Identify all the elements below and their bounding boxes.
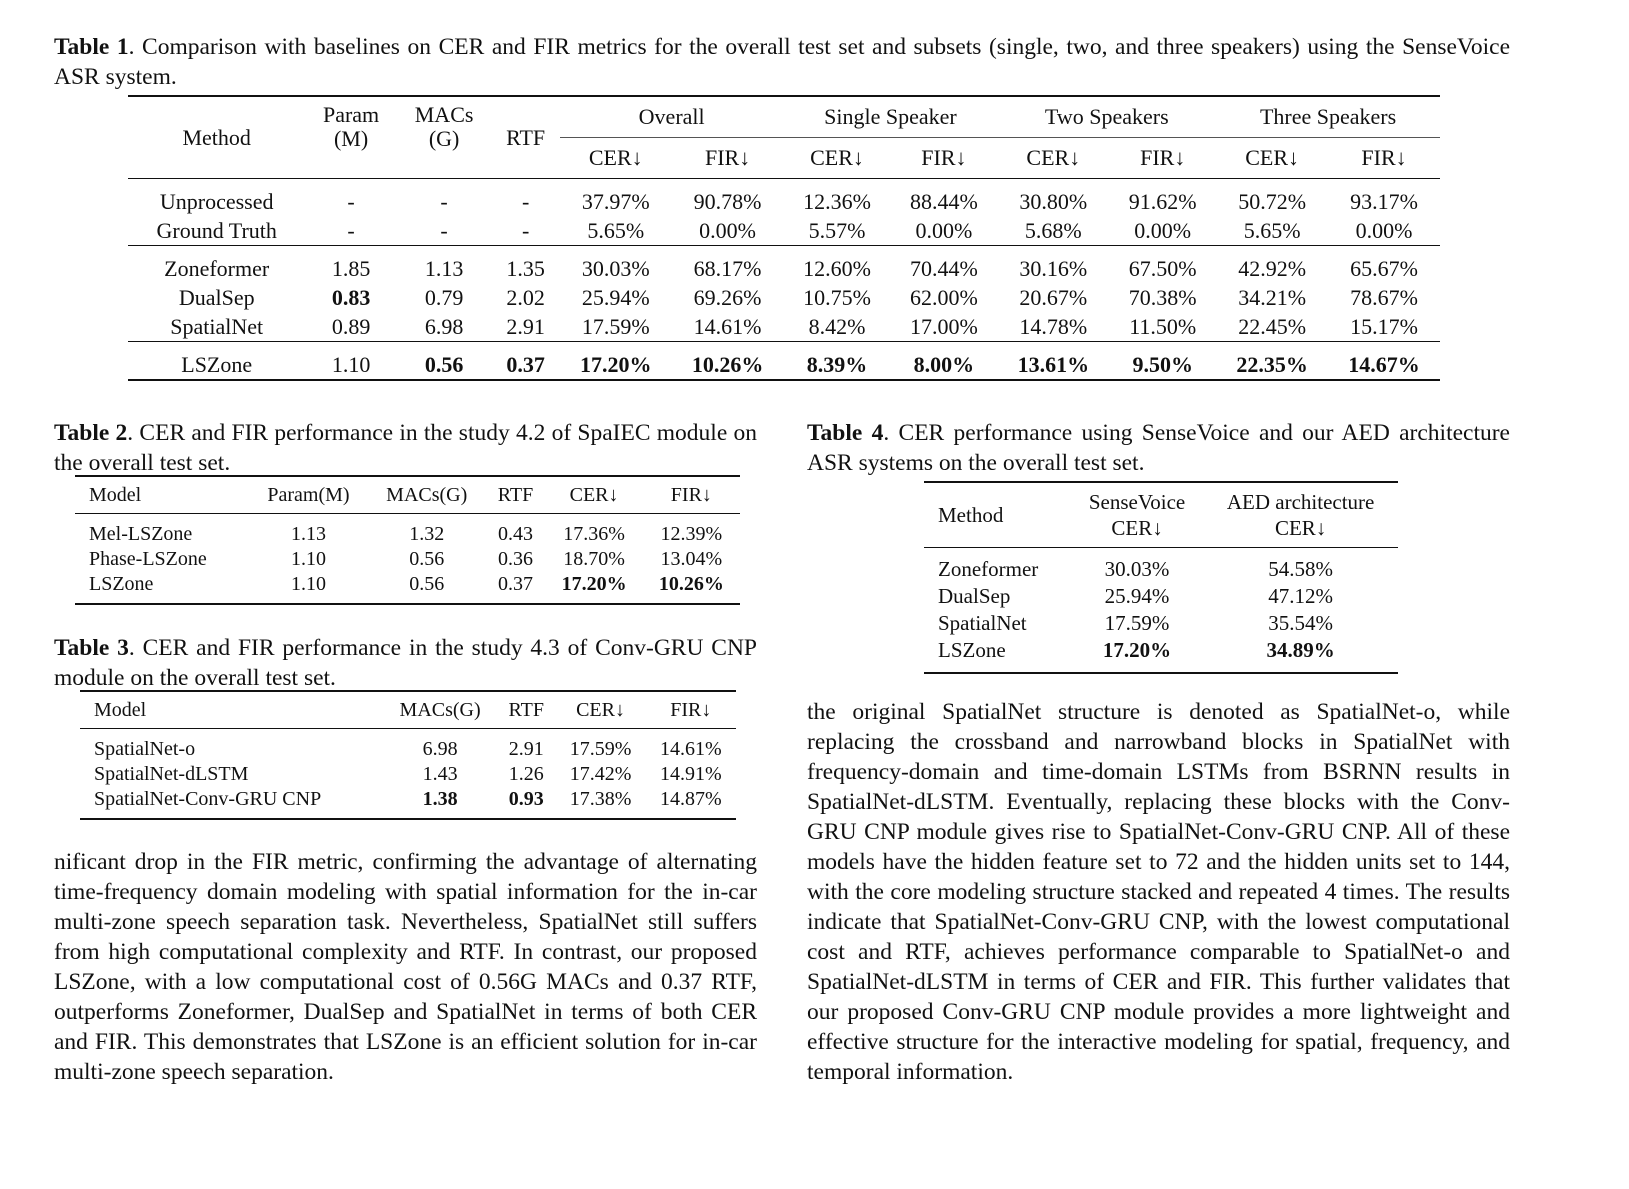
table-cell: 25.94% [581, 284, 650, 310]
table2-label: Table 2 [54, 420, 128, 446]
table-cell: 68.17% [672, 246, 784, 284]
table-cell: 1.13 [397, 246, 492, 284]
table-cell: 2.91 [508, 738, 544, 760]
table-cell: 2.91 [506, 313, 545, 339]
header-macs: MACs (G) [414, 102, 474, 151]
table-cell: 42.92% [1216, 246, 1328, 284]
table3 [80, 690, 736, 820]
table-cell: 1.26 [508, 763, 544, 785]
table-cell: 8.00% [890, 342, 997, 381]
table-cell: 17.42% [569, 763, 632, 785]
table-cell: 8.42% [808, 313, 866, 339]
table-row [80, 729, 736, 763]
table1-caption [54, 32, 1510, 92]
table1-caption-text: . Comparison with baselines on CER and FIR metrics for the overall test set and subsets (single, two, and three speakers) using the SenseVoice ASR system. [54, 34, 1510, 90]
table-cell: 1.35 [491, 246, 559, 284]
table-cell: 0.00% [699, 217, 756, 243]
header-aed: AED architecture CER↓ [1203, 482, 1398, 548]
table-cell: 22.35% [1216, 342, 1328, 381]
header-three: Three Speakers [1216, 96, 1440, 138]
table-cell: - [521, 217, 530, 243]
method-name: Zoneformer [128, 246, 305, 284]
table-cell: - [440, 217, 448, 243]
table-cell: 0.56 [409, 548, 445, 570]
table-cell: 10.75% [803, 284, 871, 310]
table4-caption-text: . CER performance using SenseVoice and our AED architecture ASR systems on the overall test set. [807, 420, 1510, 476]
table-cell: 10.26% [658, 573, 724, 595]
table-cell: 0.56 [397, 342, 492, 381]
header-metric: FIR↓ [1140, 145, 1186, 170]
header-cell: RTF [497, 691, 555, 729]
table-cell: 12.39% [660, 523, 723, 545]
table-row [128, 283, 1440, 312]
table-cell: 69.26% [693, 284, 762, 310]
table-cell: 17.59% [569, 738, 632, 760]
table-row [924, 610, 1398, 637]
table-cell: 47.12% [1268, 584, 1333, 608]
table-cell: 50.72% [1216, 179, 1328, 217]
table-cell: 17.20% [1102, 638, 1172, 662]
table2-header-row [75, 476, 740, 514]
table-cell: 62.00% [910, 284, 978, 310]
table-row [80, 762, 736, 787]
table-row [80, 787, 736, 819]
table3-label: Table 3 [54, 635, 129, 661]
table-cell: 17.20% [560, 342, 672, 381]
table-row [128, 246, 1440, 284]
header-cell: CER↓ [555, 691, 645, 729]
method-name: Ground Truth [156, 217, 277, 243]
table-cell: 90.78% [672, 179, 784, 217]
header-cell: CER↓ [545, 476, 642, 514]
table-cell: 1.13 [290, 523, 326, 545]
table-cell: 1.32 [409, 523, 445, 545]
table-cell: 6.98 [422, 738, 458, 760]
table-cell: 30.16% [997, 246, 1109, 284]
table-cell: - [397, 179, 492, 217]
header-metric: CER↓ [810, 145, 864, 170]
header-method: Method [182, 124, 251, 150]
model-name: Zoneformer [938, 557, 1039, 581]
table4 [924, 481, 1398, 674]
table-cell: 14.87% [660, 788, 722, 810]
header-metric: CER↓ [1245, 145, 1300, 170]
model-name: LSZone [938, 638, 1006, 662]
table4-caption [807, 418, 1510, 478]
table3-caption-text: . CER and FIR performance in the study 4.3 of Conv-GRU CNP module on the overall test set. [54, 635, 757, 691]
table-cell: 5.57% [808, 217, 866, 243]
table4-label: Table 4 [807, 420, 884, 446]
table-cell: 13.04% [660, 548, 723, 570]
table-row [75, 572, 740, 604]
table-row [128, 216, 1440, 246]
table2 [75, 475, 740, 605]
table-cell: 6.98 [424, 313, 464, 339]
table-cell: 93.17% [1328, 179, 1440, 217]
table-cell: 8.39% [784, 342, 891, 381]
table-cell: 11.50% [1129, 313, 1197, 339]
table-cell: 14.61% [660, 738, 722, 760]
method-name: Unprocessed [128, 179, 305, 217]
table-cell: 12.60% [784, 246, 891, 284]
table-cell: 30.03% [560, 246, 672, 284]
header-cell: Model [80, 691, 383, 729]
method-name: SpatialNet [170, 313, 264, 339]
table-cell: 0.36 [497, 548, 533, 570]
model-name: SpatialNet-Conv-GRU CNP [94, 788, 322, 810]
table-cell: 14.67% [1328, 342, 1440, 381]
table-cell: 1.38 [422, 788, 458, 810]
table-cell: 0.00% [1355, 217, 1413, 243]
header-metric: FIR↓ [704, 145, 751, 170]
table-row [924, 637, 1398, 673]
table-cell: 30.03% [1104, 557, 1170, 581]
table-cell: 1.43 [422, 763, 458, 785]
table-cell: 13.61% [997, 342, 1109, 381]
header-cell: MACs(G) [383, 691, 497, 729]
table2-caption [54, 418, 757, 478]
table-cell: - [347, 217, 355, 243]
model-name: LSZone [89, 573, 154, 595]
table-cell: 14.91% [660, 763, 722, 785]
header-param: Param (M) [322, 102, 380, 151]
table-cell: 65.67% [1328, 246, 1440, 284]
model-name: DualSep [938, 584, 1011, 608]
table-cell: 25.94% [1104, 584, 1170, 608]
header-cell: RTF [486, 476, 546, 514]
table-cell: - [305, 179, 396, 217]
table-cell: 10.26% [672, 342, 784, 381]
header-cell: FIR↓ [646, 691, 736, 729]
table-cell: 20.67% [1019, 284, 1088, 310]
table-cell: 30.80% [997, 179, 1109, 217]
table-cell: 17.38% [569, 788, 632, 810]
table-cell: 34.21% [1238, 284, 1307, 310]
table-row [924, 583, 1398, 610]
table-cell: 0.89 [331, 313, 371, 339]
table-row [128, 312, 1440, 342]
header-metric: FIR↓ [921, 145, 967, 170]
header-cell: FIR↓ [643, 476, 740, 514]
header-metric: FIR↓ [1361, 145, 1407, 170]
table-cell: 67.50% [1109, 246, 1216, 284]
model-name: SpatialNet-o [94, 738, 196, 760]
table-cell: 5.65% [587, 217, 645, 243]
table-cell: 0.00% [915, 217, 973, 243]
table-cell: 0.83 [331, 284, 371, 310]
table-cell: 1.10 [305, 342, 396, 381]
left-paragraph: nificant drop in the FIR metric, confirming the advantage of alternating time-frequency domain modeling with spatial information for the in-car multi-zone speech separation task. Nevertheless, SpatialNet still suffers from high computational complexity and RTF. In contrast, our proposed LSZone, with a low computational cost of 0.56G MACs and 0.37 RTF, outperforms Zoneformer, DualSep and SpatialNet in terms of both CER and FIR. This demonstrates that LSZone is an efficient solution for in-car multi-zone speech separation. [54, 849, 757, 1085]
table4-header-row [924, 482, 1398, 548]
table-cell: 17.59% [581, 313, 650, 339]
table-row [924, 548, 1398, 584]
table-cell: 91.62% [1109, 179, 1216, 217]
table-cell: 0.37 [491, 342, 559, 381]
table-cell: 17.36% [563, 523, 625, 545]
table-row [128, 179, 1440, 217]
table-cell: 37.97% [560, 179, 672, 217]
header-cell: MACs(G) [368, 476, 486, 514]
model-name: Phase-LSZone [89, 548, 207, 570]
table1 [128, 95, 1440, 381]
table-cell: 9.50% [1109, 342, 1216, 381]
table-cell: 5.65% [1243, 217, 1301, 243]
table-cell: - [491, 179, 559, 217]
table1-label: Table 1 [54, 34, 129, 60]
table-cell: 70.44% [890, 246, 997, 284]
header-single: Single Speaker [784, 96, 998, 138]
table-cell: 14.61% [693, 313, 762, 339]
table3-header-row [80, 691, 736, 729]
model-name: Mel-LSZone [89, 523, 193, 545]
method-name: LSZone [128, 342, 305, 381]
table-row [75, 514, 740, 548]
header-two: Two Speakers [997, 96, 1216, 138]
table-cell: 0.43 [497, 523, 533, 545]
table-cell: 1.85 [305, 246, 396, 284]
header-metric: CER↓ [588, 145, 643, 170]
table-cell: 17.20% [561, 573, 627, 595]
method-name: DualSep [178, 284, 255, 310]
table-cell: 14.78% [1019, 313, 1088, 339]
table-cell: 70.38% [1128, 284, 1197, 310]
model-name: SpatialNet-dLSTM [94, 763, 249, 785]
table-cell: 0.93 [508, 788, 544, 810]
table-cell: 0.56 [409, 573, 445, 595]
table-cell: 18.70% [563, 548, 625, 570]
table-cell: 15.17% [1350, 313, 1418, 339]
right-paragraph: the original SpatialNet structure is denoted as SpatialNet-o, while replacing the crossband and narrowband blocks in SpatialNet with frequency-domain and time-domain LSTMs from BSRNN results in SpatialNet-dLSTM. Eventually, replacing these blocks with the Conv-GRU CNP module gives rise to SpatialNet-Conv-GRU CNP. All of these models have the hidden feature set to 72 and the hidden units set to 144, with the core modeling structure stacked and repeated 4 times. The results indicate that SpatialNet-Conv-GRU CNP, with the lowest computational cost and RTF, achieves performance comparable to SpatialNet-o and SpatialNet-dLSTM in terms of CER and FIR. This further validates that our proposed Conv-GRU CNP module provides a more lightweight and effective structure for the interactive modeling for spatial, frequency, and temporal information. [807, 699, 1510, 1085]
header-sensevoice: SenseVoice CER↓ [1071, 482, 1203, 548]
header-method: Method [924, 482, 1071, 548]
table1-header-row [128, 96, 1440, 138]
table-row [75, 547, 740, 572]
table-cell: 34.89% [1266, 638, 1335, 662]
table-row [128, 342, 1440, 381]
header-cell: Param(M) [249, 476, 368, 514]
table-cell: 78.67% [1350, 284, 1418, 310]
header-overall: Overall [560, 96, 784, 138]
table-cell: 1.10 [290, 548, 326, 570]
header-metric: CER↓ [1026, 145, 1081, 170]
table-cell: 54.58% [1268, 557, 1333, 581]
header-rtf: RTF [506, 124, 546, 150]
model-name: SpatialNet [938, 611, 1027, 635]
table3-caption [54, 633, 757, 693]
table-cell: 17.00% [910, 313, 978, 339]
table-cell: 88.44% [890, 179, 997, 217]
table-cell: 0.00% [1134, 217, 1192, 243]
table-cell: 1.10 [290, 573, 326, 595]
table-cell: 0.37 [497, 573, 533, 595]
table-cell: 5.68% [1024, 217, 1082, 243]
table-cell: 0.79 [424, 284, 464, 310]
table2-caption-text: . CER and FIR performance in the study 4.2 of SpaIEC module on the overall test set. [54, 420, 758, 476]
table-cell: 22.45% [1238, 313, 1307, 339]
table-cell: 17.59% [1104, 611, 1170, 635]
table-cell: 2.02 [506, 284, 545, 310]
table-cell: 12.36% [784, 179, 891, 217]
table-cell: 35.54% [1268, 611, 1333, 635]
header-cell: Model [75, 476, 249, 514]
